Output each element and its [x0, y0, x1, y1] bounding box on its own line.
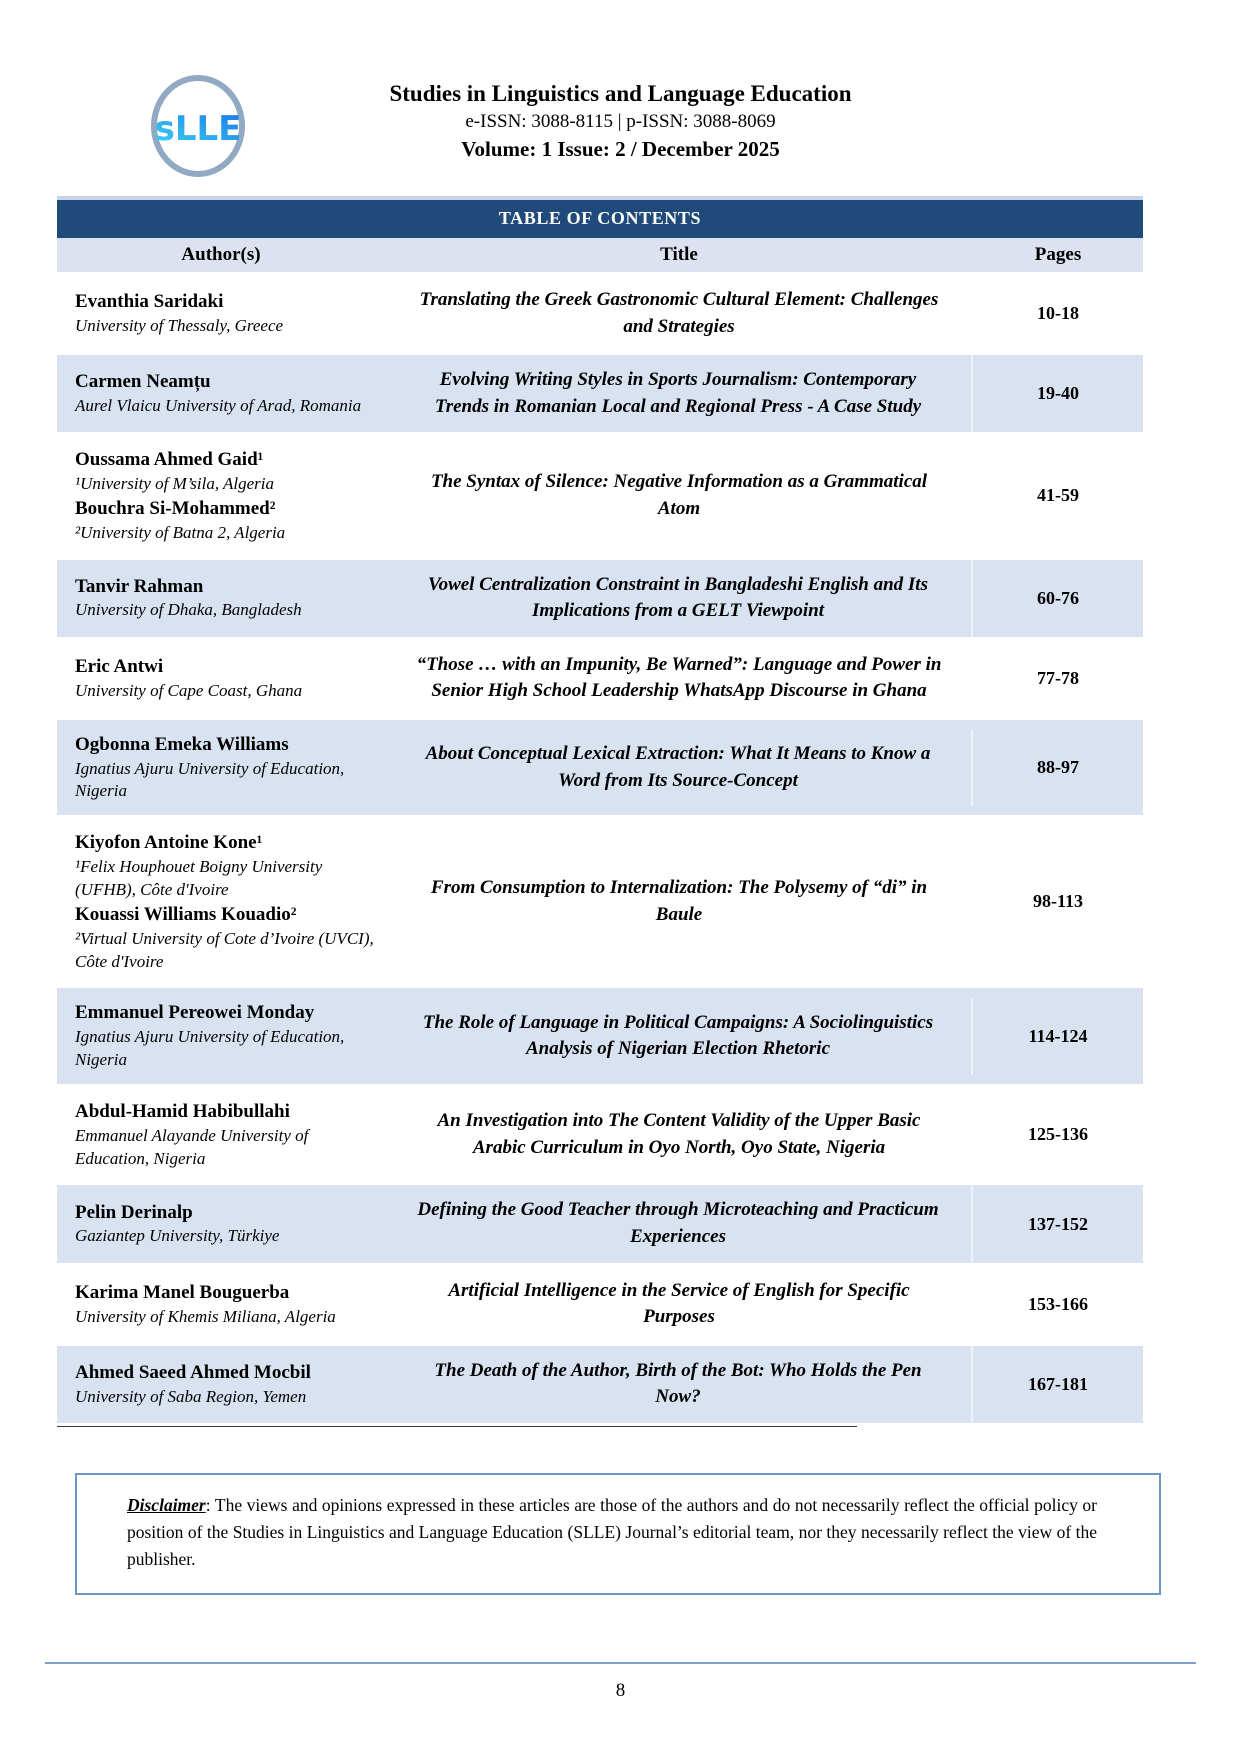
author-cell: [57, 818, 385, 985]
author-cell: [57, 642, 385, 715]
disclaimer-box: [75, 1473, 1161, 1595]
author-name: Oussama Ahmed Gaid¹: [75, 449, 264, 471]
author-name: Evanthia Saridaki: [75, 291, 224, 313]
author-name: Pelin Derinalp: [75, 1201, 193, 1223]
author-name: Kouassi Williams Kouadio²: [75, 903, 297, 925]
footer-divider: [45, 1662, 1196, 1664]
page-footer: [45, 1662, 1196, 1702]
author-affiliation: University of Khemis Miliana, Algeria: [75, 1306, 336, 1326]
article-title: Artificial Intelligence in the Service of English for Specific Purposes: [448, 1279, 910, 1328]
article-title: Translating the Greek Gastronomic Cultural Element: Challenges and Strategies: [419, 289, 939, 337]
page-range: 98-113: [1032, 891, 1083, 912]
journal-title: Studies in Linguistics and Language Education: [389, 81, 852, 106]
article-title: “Those … with an Impunity, Be Warned”: Language and Power in Senior High School Leadership WhatsApp Discourse in Ghana: [416, 653, 942, 702]
toc-rows: [57, 275, 1143, 1426]
author-affiliation: University of Thessaly, Greece: [75, 315, 284, 335]
author-name: Karima Manel Bouguerba: [75, 1281, 290, 1303]
page-range: 167-181: [1028, 1373, 1088, 1394]
author-affiliation: University of Dhaka, Bangladesh: [75, 600, 302, 620]
page-range: 88-97: [1037, 757, 1079, 778]
table-row: [57, 1087, 1143, 1183]
table-row: [57, 275, 1143, 352]
page-range: 10-18: [1037, 303, 1079, 324]
column-header-title: Title: [660, 244, 698, 265]
author-name: Abdul-Hamid Habibullahi: [75, 1100, 290, 1122]
logo-text: sLLE: [154, 109, 242, 149]
table-row: [57, 1343, 1143, 1426]
slle-logo-icon: [148, 72, 248, 180]
author-cell: [57, 720, 385, 816]
page-range: 153-166: [1028, 1293, 1088, 1314]
article-title: From Consumption to Internalization: The Polysemy of “di” in Baule: [430, 877, 928, 925]
author-name: Bouchra Si-Mohammed²: [75, 497, 276, 519]
page-number: 8: [615, 1680, 626, 1701]
disclaimer-text: : The views and opinions expressed in these articles are those of the authors and do not necessarily reflect the official policy or position of the Studies in Linguistics and Language Education (SLLE) Journal’s editorial team, nor they necessarily reflect the view of the publisher.: [127, 1495, 1097, 1570]
table-row: [57, 352, 1143, 435]
author-cell: [57, 988, 385, 1084]
journal-logo: [148, 72, 248, 185]
page-range: 137-152: [1028, 1213, 1088, 1234]
table-row: [57, 717, 1143, 819]
author-name: Kiyofon Antoine Kone¹: [75, 832, 263, 854]
article-title: Evolving Writing Styles in Sports Journalism: Contemporary Trends in Romanian Local and Regional Press - A Case Study: [385, 355, 973, 432]
toc-title-bar: TABLE OF CONTENTS: [57, 196, 1143, 238]
author-cell: [57, 1268, 385, 1341]
article-title: About Conceptual Lexical Extraction: What It Means to Know a Word from Its Source-Concept: [385, 729, 973, 806]
table-row: [57, 818, 1143, 985]
author-affiliation: ²University of Batna 2, Algeria: [75, 522, 286, 542]
page-range: 77-78: [1037, 667, 1079, 688]
author-name: Eric Antwi: [75, 656, 164, 678]
author-affiliation: Ignatius Ajuru University of Education, Nigeria: [75, 758, 345, 801]
author-affiliation: Gaziantep University, Türkiye: [75, 1226, 280, 1246]
author-cell: [57, 277, 385, 350]
author-cell: [57, 1348, 385, 1421]
table-bottom-border: [57, 1426, 857, 1427]
table-row: [57, 1182, 1143, 1265]
page-range: 114-124: [1028, 1025, 1088, 1046]
author-affiliation: ¹University of M’sila, Algeria: [75, 474, 275, 494]
author-cell: [57, 1188, 385, 1261]
page-range: 60-76: [1037, 587, 1079, 608]
author-name: Carmen Neamțu: [75, 371, 211, 393]
article-title: Defining the Good Teacher through Microteaching and Practicum Experiences: [385, 1185, 973, 1262]
author-name: Emmanuel Pereowei Monday: [75, 1002, 315, 1024]
author-affiliation: Emmanuel Alayande University of Education, Nigeria: [75, 1125, 309, 1168]
page-range: 41-59: [1037, 485, 1079, 506]
article-title: An Investigation into The Content Validity of the Upper Basic Arabic Curriculum in Oyo North, Oyo State, Nigeria: [437, 1110, 921, 1158]
table-row: [57, 1266, 1143, 1343]
table-of-contents: [57, 196, 1143, 1427]
article-title: Vowel Centralization Constraint in Bangladeshi English and Its Implications from a GELT Viewpoint: [385, 560, 973, 637]
article-title: The Role of Language in Political Campaigns: A Sociolinguistics Analysis of Nigerian Election Rhetoric: [385, 998, 973, 1075]
page-range: 125-136: [1028, 1124, 1088, 1145]
issn-line: e-ISSN: 3088-8115 | p-ISSN: 3088-8069: [465, 111, 776, 133]
author-name: Ogbonna Emeka Williams: [75, 733, 289, 755]
author-cell: [57, 562, 385, 635]
table-row: [57, 640, 1143, 717]
article-title: The Death of the Author, Birth of the Bot: Who Holds the Pen Now?: [385, 1346, 973, 1423]
volume-issue-line: Volume: 1 Issue: 2 / December 2025: [461, 136, 780, 161]
author-affiliation: Aurel Vlaicu University of Arad, Romania: [75, 396, 362, 416]
author-affiliation: ²Virtual University of Cote d’Ivoire (UVCI), Côte d'Ivoire: [75, 928, 374, 971]
article-title: The Syntax of Silence: Negative Information as a Grammatical Atom: [430, 471, 928, 519]
author-affiliation: University of Cape Coast, Ghana: [75, 680, 303, 700]
table-row: [57, 985, 1143, 1087]
table-row: [57, 557, 1143, 640]
journal-header: [0, 0, 1241, 196]
column-header-pages: Pages: [1034, 244, 1082, 265]
column-header-authors: Author(s): [181, 244, 261, 265]
toc-header-row: [57, 238, 1143, 275]
author-cell: [57, 435, 385, 556]
author-name: Tanvir Rahman: [75, 575, 204, 597]
page-range: 19-40: [1037, 383, 1079, 404]
author-affiliation: Ignatius Ajuru University of Education, Nigeria: [75, 1027, 345, 1070]
author-name: Ahmed Saeed Ahmed Mocbil: [75, 1362, 311, 1384]
author-cell: [57, 1087, 385, 1183]
author-affiliation: University of Saba Region, Yemen: [75, 1386, 307, 1406]
author-cell: [57, 357, 385, 430]
disclaimer-label: Disclaimer: [127, 1495, 206, 1516]
author-affiliation: ¹Felix Houphouet Boigny University (UFHB), Côte d'Ivoire: [75, 857, 323, 899]
table-row: [57, 435, 1143, 556]
